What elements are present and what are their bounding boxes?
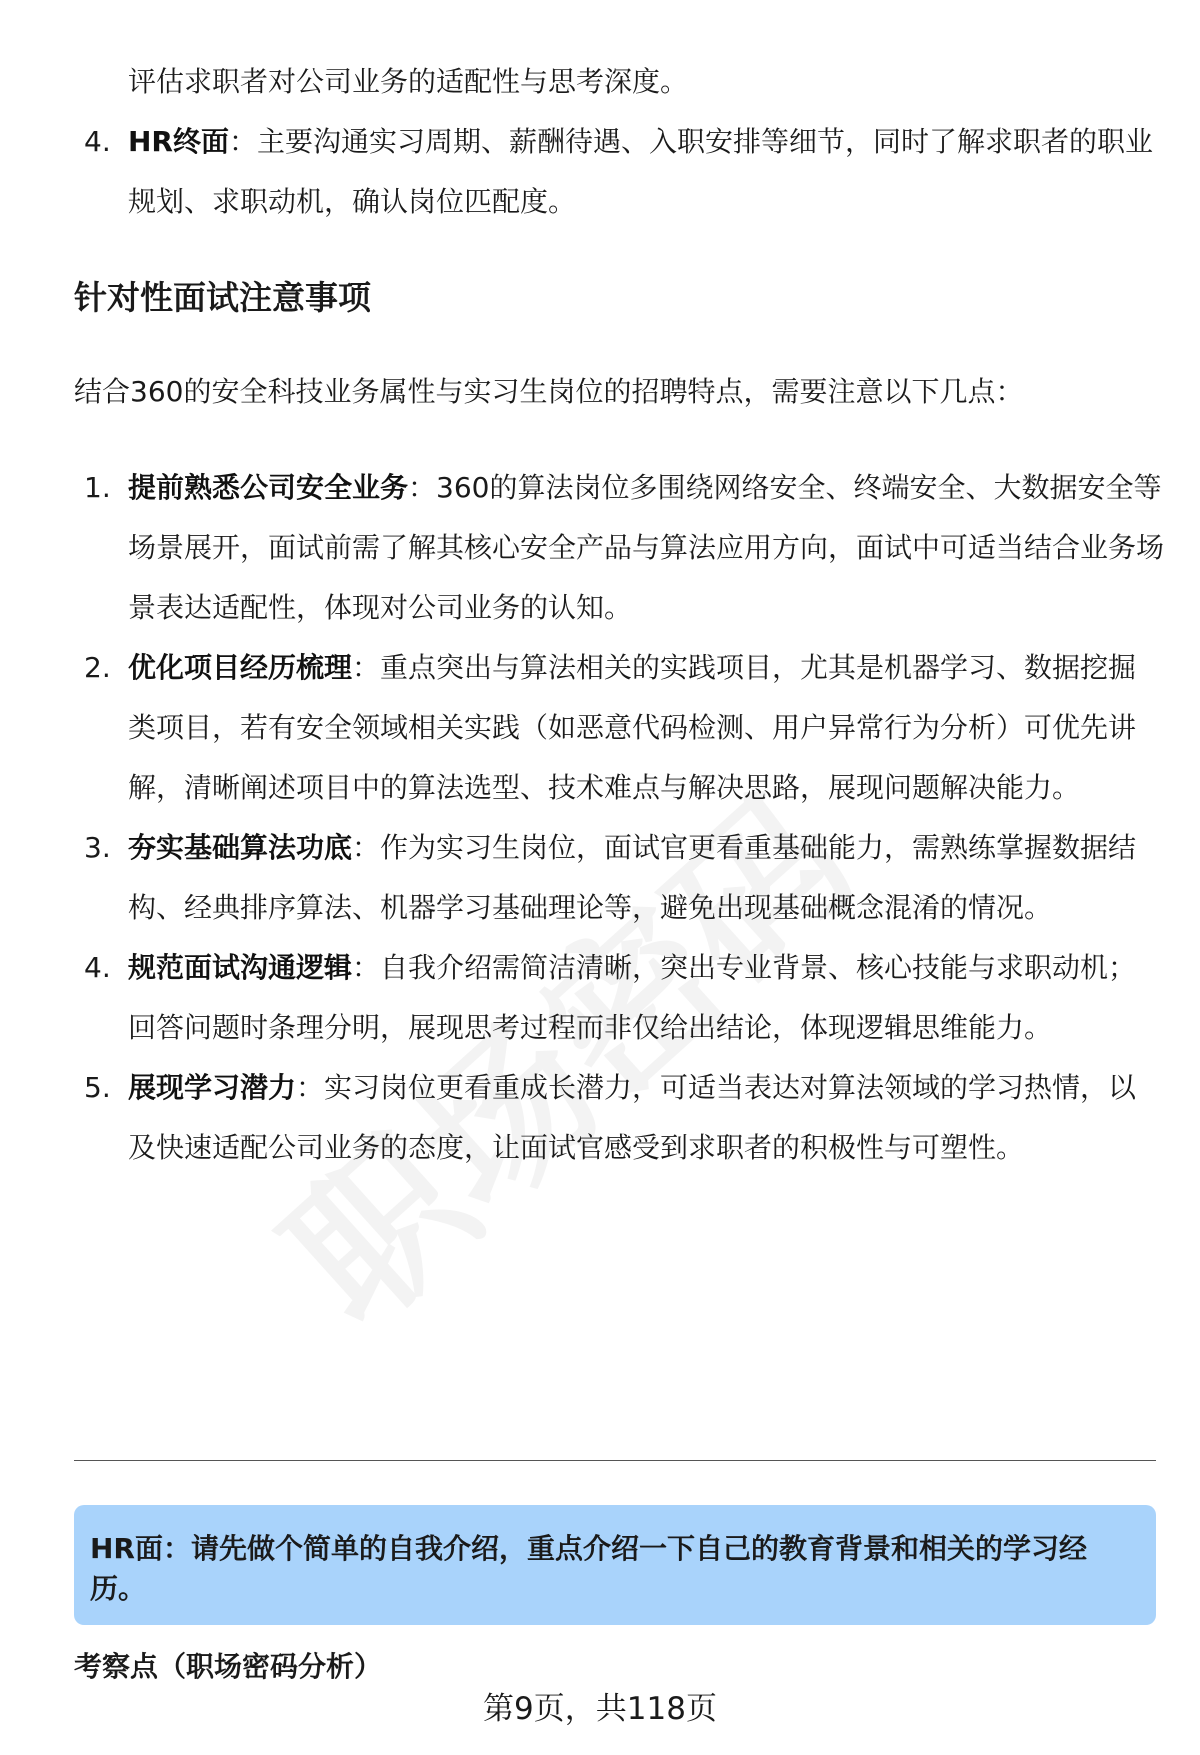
list-item-sep: ： [352, 651, 381, 684]
list-item [74, 938, 1164, 1058]
continuation-text: 评估求职者对公司业务的适配性与思考深度。 [128, 65, 689, 98]
list-number: 2. [84, 651, 111, 684]
list-item-text: 360的算法岗位多围绕网络安全、终端安全、大数据安全等场景展开，面试前需了解其核心安全产品与算法应用方向，面试中可适当结合业务场景表达适配性，体现对公司业务的认知。 [128, 471, 1165, 624]
list-item-sep: ： [408, 471, 437, 504]
list-item-sep: ： [352, 831, 381, 864]
page-footer: 第9页，共118页 [483, 1691, 717, 1727]
list-item [74, 818, 1164, 938]
intro-text: 结合360的安全科技业务属性与实习生岗位的招聘特点，需要注意以下几点： [74, 375, 1024, 408]
list-item-sep: ： [296, 1071, 325, 1104]
list-item-title: 优化项目经历梳理 [128, 651, 353, 684]
list-item-text: 作为实习生岗位，面试官更看重基础能力，需熟练掌握数据结构、经典排序算法、机器学习基础理论等，避免出现基础概念混淆的情况。 [128, 831, 1137, 924]
list-item-title: 展现学习潜力 [128, 1071, 297, 1104]
process-list [74, 112, 1164, 232]
divider [74, 1460, 1156, 1461]
question-callout: HR面：请先做个简单的自我介绍，重点介绍一下自己的教育背景和相关的学习经历。 [74, 1505, 1156, 1625]
subheading: 考察点（职场密码分析） [74, 1650, 383, 1683]
list-item-title: HR终面 [128, 125, 229, 158]
tips-list [74, 458, 1164, 1178]
list-item-text: 实习岗位更看重成长潜力，可适当表达对算法领域的学习热情，以及快速适配公司业务的态度，让面试官感受到求职者的积极性与可塑性。 [128, 1071, 1137, 1164]
list-item-title: 规范面试沟通逻辑 [128, 951, 353, 984]
list-item [74, 638, 1164, 818]
list-item [74, 458, 1164, 638]
list-number: 5. [84, 1071, 111, 1104]
list-item-title: 夯实基础算法功底 [128, 831, 353, 864]
list-item-text: 自我介绍需简洁清晰，突出专业背景、核心技能与求职动机；回答问题时条理分明，展现思考过程而非仅给出结论，体现逻辑思维能力。 [128, 951, 1137, 1044]
list-item-text: 主要沟通实习周期、薪酬待遇、入职安排等细节，同时了解求职者的职业规划、求职动机，确认岗位匹配度。 [128, 125, 1154, 218]
list-item [74, 1058, 1164, 1178]
list-item-sep: ： [352, 951, 381, 984]
list-item-sep: ： [229, 125, 258, 158]
list-item [74, 112, 1164, 232]
list-number: 1. [84, 471, 111, 504]
list-number: 4. [84, 125, 111, 158]
list-number: 4. [84, 951, 111, 984]
list-item-text: 重点突出与算法相关的实践项目，尤其是机器学习、数据挖掘类项目，若有安全领域相关实践（如恶意代码检测、用户异常行为分析）可优先讲解，清晰阐述项目中的算法选型、技术难点与解决思路，展现问题解决能力。 [128, 651, 1137, 804]
list-number: 3. [84, 831, 111, 864]
list-item-title: 提前熟悉公司安全业务 [128, 471, 409, 504]
section-title: 针对性面试注意事项 [74, 278, 371, 317]
